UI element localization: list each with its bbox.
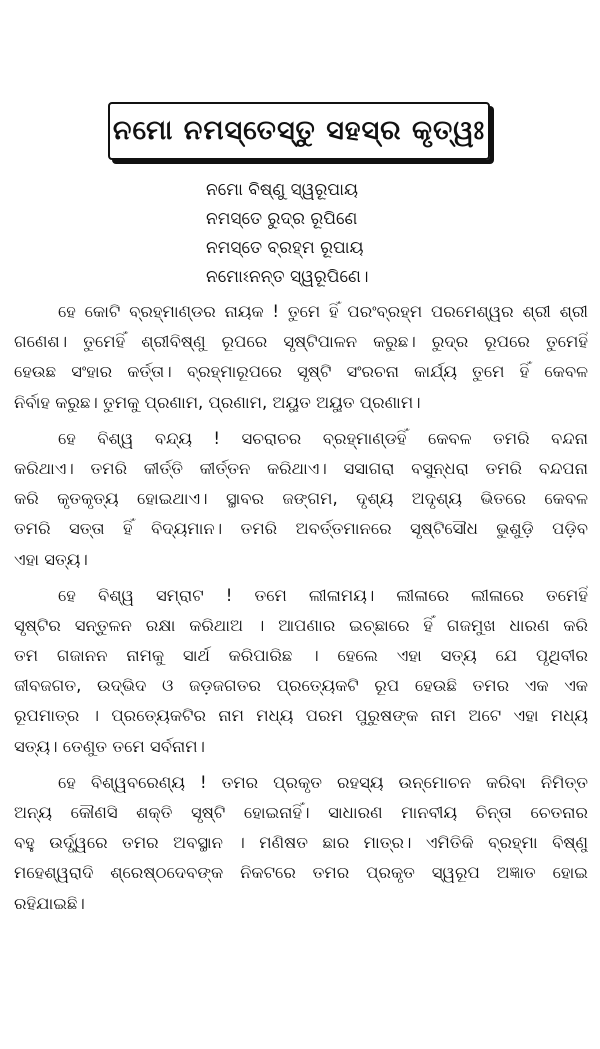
paragraph-line: ହେ କୋଟି ବ୍ରହ୍ମାଣ୍ଡର ନାୟକ ! ତୁମେ ହିଁ ପରଂବ୍ରହ୍ମ ପରମେଶ୍ୱର ଶ୍ରୀ ଶ୍ରୀ <box>58 302 588 321</box>
paragraph-line: ତମରି ସତ୍ତା ହିଁ ବିଦ୍ୟମାନ। ତମରି ଅବର୍ତ୍ତମାନରେ ସୃଷ୍ଟିସୌଧ ଭୁଶୁଡ଼ି ପଡ଼ିବ <box>14 519 588 539</box>
paragraph-line: ଅନ୍ୟ କୌଣସି ଶକ୍ତି ସୃଷ୍ଟି ହୋଇନାହିଁ। ସାଧାରଣ ମାନବୀୟ ଚିନ୍ତା ଚେତନାର <box>14 803 588 822</box>
paragraph-line: ସତ୍ୟ। ତେଣୁତ ତମେ ସର୍ବନାମ। <box>14 736 205 756</box>
paragraph-line: ବହୁ ଉର୍ଦ୍ଧ୍ୱରେ ତମର ଅବସ୍ଥାନ । ମଣିଷତ ଛାର ମାତ୍ର। ଏମିତିକି ବ୍ରହ୍ମା ବିଷ୍ଣୁ <box>14 833 588 853</box>
prose-body <box>14 297 588 925</box>
verse-line: ନମସ୍ତେ ବ୍ରହ୍ମ ରୂପାୟ <box>206 238 364 258</box>
paragraph-line: ହେ ବିଶ୍ୱ ସମ୍ରାଟ ! ତମେ ଲୀଳାମୟ। ଲୀଳାରେ ଲୀଳାରେ ତମେହିଁ <box>58 585 588 605</box>
verse-line: ନମସ୍ତେ ରୁଦ୍ର ରୂପିଣେ <box>206 209 358 229</box>
paragraph-line: କରିଥାଏ। ତମରି କୀର୍ତ୍ତି କୀର୍ତ୍ତନ କରିଥାଏ। ସସାଗରା ବସୁନ୍ଧରା ତମରି ବନ୍ଦପନା <box>14 458 588 478</box>
paragraph-line: ହେ ବିଶ୍ୱ ବନ୍ଦ୍ୟ ! ସଚରାଚର ବ୍ରହ୍ମାଣ୍ଡହିଁ କେବଳ ତମରି ବନ୍ଦନା <box>58 428 588 448</box>
paragraph <box>14 424 588 575</box>
verse-block <box>206 176 506 292</box>
paragraph-line: କରି କୃତକୃତ୍ୟ ହୋଇଥାଏ। ସ୍ଥାବର ଜଙ୍ଗମ, ଦୃଶ୍ୟ ଅଦୃଶ୍ୟ ଭିତରେ କେବଳ <box>14 489 588 509</box>
paragraph-line: ତମ ଗଜାନନ ନାମକୁ ସାର୍ଥ କରିପାରିଛ । ହେଲେ ଏହା ସତ୍ୟ ଯେ ପୃଥିବୀର <box>14 646 588 666</box>
paragraph-line: ସୃଷ୍ଟିର ସନ୍ତୁଳନ ରକ୍ଷା କରିଥାଅ । ଆପଣାର ଇଚ୍ଛାରେ ହିଁ ଗଜମୁଖ ଧାରଣ କରି <box>14 615 588 635</box>
paragraph-line: ନିର୍ବାହ କରୁଛ। ତୁମକୁ ପ୍ରଣାମ, ପ୍ରଣାମ, ଅୟୁତ ଅୟୁତ ପ୍ରଣାମ। <box>14 392 421 412</box>
paragraph-line: ରୂପମାତ୍ର । ପ୍ରତ୍ୟେକଟିର ନାମ ମଧ୍ୟ ପରମ ପୁରୁଷଙ୍କ ନାମ ଅଟେ ଏହା ମଧ୍ୟ <box>14 706 588 726</box>
paragraph-line: ଏହା ସତ୍ୟ। <box>14 549 88 569</box>
paragraph-line: ଗଣେଶ। ତୁମେହିଁ ଶ୍ରୀବିଷ୍ଣୁ ରୂପରେ ସୃଷ୍ଟିପାଳନ କରୁଛ। ରୁଦ୍ର ରୂପରେ ତୁମେହିଁ <box>14 332 588 352</box>
paragraph <box>14 768 588 919</box>
paragraph-line: ଜୀବଜଗତ, ଉଦ୍ଭିଦ ଓ ଜଡ଼ଜଗତର ପ୍ରତ୍ୟେକଟି ରୂପ ହେଉଛି ତମର ଏକ ଏକ <box>14 676 588 696</box>
verse-line: ନମୋଽନନ୍ତ ସ୍ୱରୂପିଣେ। <box>206 267 369 287</box>
paragraph <box>14 297 588 418</box>
verse-line: ନମୋ ବିଷ୍ଣୁ ସ୍ୱରୂପାୟ <box>206 180 359 200</box>
paragraph-line: ରହିଯାଇଛି। <box>14 893 85 913</box>
page-title: ନମୋ ନମସ୍ତେସ୍ତୁ ସହସ୍ର କୃତ୍ୱଃ <box>112 115 486 146</box>
title-box <box>108 102 490 160</box>
paragraph-line: ହେଉଛ ସଂହାର କର୍ତ୍ତା। ବ୍ରହ୍ମାରୂପରେ ସୃଷ୍ଟି ସଂରଚନା କାର୍ଯ୍ୟ ତୁମେ ହିଁ କେବଳ <box>14 362 588 382</box>
paragraph-line: ମହେଶ୍ୱରାଦି ଶ୍ରେଷ୍ଠଦେବଙ୍କ ନିକଟରେ ତମର ପ୍ରକୃତ ସ୍ୱରୂପ ଅଜ୍ଞାତ ହୋଇ <box>14 863 588 883</box>
paragraph-line: ହେ ବିଶ୍ୱବରେଣ୍ୟ ! ତମର ପ୍ରକୃତ ରହସ୍ୟ ଉନ୍ମୋଚନ କରିବା ନିମିତ୍ତ <box>58 772 588 792</box>
paragraph <box>14 581 588 762</box>
